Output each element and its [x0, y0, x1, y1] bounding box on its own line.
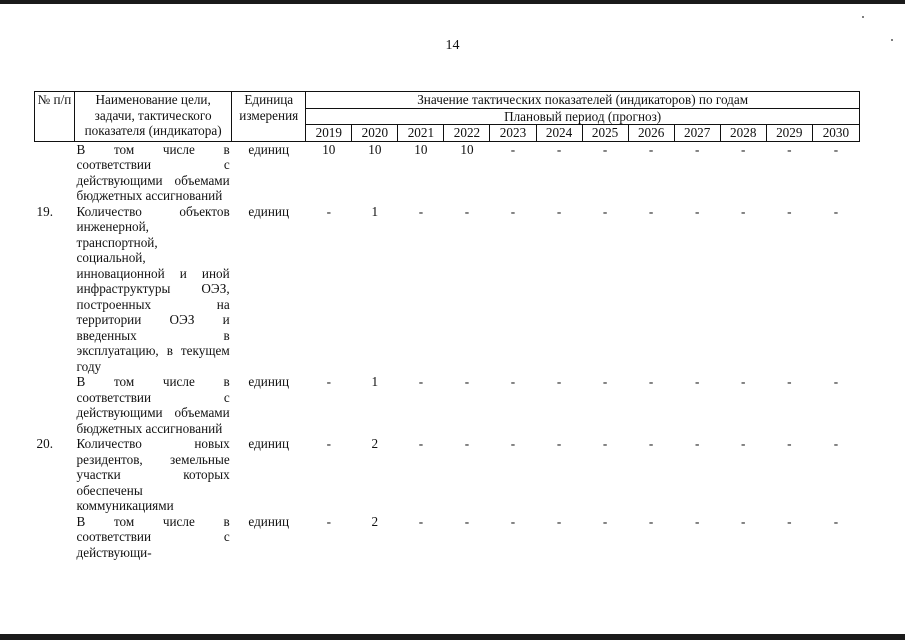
row-number [35, 141, 75, 204]
row-value: - [326, 513, 331, 529]
row-value: - [556, 436, 562, 451]
row-value: - [602, 436, 608, 451]
row-unit: единиц [248, 436, 290, 451]
row-number [35, 514, 75, 561]
row-value: - [418, 203, 424, 219]
header-year: 2021 [398, 125, 444, 142]
scan-edge-bottom [0, 634, 905, 640]
header-year: 2020 [352, 125, 398, 142]
row-unit: единиц [248, 203, 290, 219]
row-value: - [464, 203, 470, 219]
row-value: - [833, 141, 839, 157]
row-number: 20. [36, 436, 53, 451]
row-unit: единиц [248, 374, 290, 389]
header-year: 2026 [628, 125, 674, 142]
header-year: 2022 [444, 125, 490, 142]
row-value: - [741, 374, 746, 389]
row-value: - [556, 141, 562, 157]
row-value: - [556, 203, 562, 219]
header-year: 2027 [674, 125, 720, 142]
row-value: - [326, 436, 331, 451]
row-number: 19. [36, 203, 53, 219]
row-value: - [833, 513, 839, 529]
row-value: - [833, 436, 839, 451]
row-value: - [787, 374, 792, 389]
header-year: 2028 [720, 125, 766, 142]
row-value: - [510, 203, 516, 219]
page-number: 14 [445, 38, 460, 53]
indicators-table [34, 91, 860, 560]
row-name: Количество объектов инженерной, транспортной, социальной, инновационной и иной инфраструктуры ОЭЗ, построенных на территории ОЭЗ и введенных в эксплуатацию, в текущем году [76, 203, 230, 374]
row-unit: единиц [248, 141, 290, 157]
header-year: 2024 [536, 125, 582, 142]
header-year: 2029 [766, 125, 812, 142]
row-value: - [648, 203, 654, 219]
row-name: В том числе в соответствии с действующими объемами бюджетных ассигнований [76, 374, 230, 436]
row-value: - [602, 513, 608, 529]
row-value: - [418, 436, 424, 451]
row-value: - [602, 374, 608, 389]
row-number [35, 374, 75, 436]
table-row [35, 436, 860, 514]
row-value: - [648, 513, 654, 529]
row-value: - [418, 374, 424, 389]
row-value: - [326, 203, 331, 219]
row-value: - [648, 436, 654, 451]
table-row [35, 514, 860, 561]
row-value: - [694, 374, 700, 389]
row-value: - [602, 141, 608, 157]
row-value: - [833, 374, 839, 389]
row-unit: единиц [248, 513, 290, 529]
row-value: 1 [371, 203, 379, 219]
row-value: - [464, 374, 470, 389]
row-value: - [510, 141, 516, 157]
row-value: - [787, 203, 792, 219]
row-value: - [510, 374, 516, 389]
row-value: - [694, 436, 700, 451]
table-row [35, 374, 860, 436]
row-value: 2 [371, 436, 379, 451]
row-value: - [602, 203, 608, 219]
row-value: - [833, 203, 839, 219]
row-value: - [510, 436, 516, 451]
row-value: - [694, 203, 700, 219]
row-value: 10 [460, 141, 474, 157]
row-value: 2 [371, 513, 379, 529]
row-value: 10 [322, 141, 336, 157]
header-name: Наименование цели, задачи, тактического показателя (индикатора) [75, 92, 232, 142]
row-value: - [787, 436, 792, 451]
table-row [35, 204, 860, 375]
row-value: - [418, 513, 424, 529]
row-value: 10 [368, 141, 382, 157]
row-value: - [694, 513, 700, 529]
header-year: 2030 [812, 125, 859, 142]
table-body [35, 141, 860, 560]
row-value: - [787, 513, 792, 529]
row-value: - [464, 513, 470, 529]
row-value: - [741, 436, 746, 451]
row-value: - [694, 141, 700, 157]
row-value: - [510, 513, 516, 529]
header-year: 2025 [582, 125, 628, 142]
row-value: 10 [414, 141, 428, 157]
row-name: В том числе в соответствии с действующими объемами бюджетных ассигнований [76, 141, 230, 203]
header-period: Плановый период (прогноз) [306, 108, 860, 125]
row-value: - [464, 436, 470, 451]
row-name: Количество новых резидентов, земельные участки которых обеспечены коммуникациями [76, 436, 230, 513]
row-value: - [556, 513, 562, 529]
scan-edge-top [0, 0, 905, 4]
row-value: - [648, 141, 654, 157]
row-value: - [556, 374, 562, 389]
table-header [35, 92, 860, 142]
row-name: В том числе в соответствии с действующи- [76, 513, 230, 560]
row-value: - [787, 141, 792, 157]
row-value: - [741, 513, 746, 529]
header-unit: Единица измерения [232, 92, 306, 142]
row-value: - [741, 203, 746, 219]
row-value: - [326, 374, 331, 389]
header-year: 2023 [490, 125, 536, 142]
scan-speck [862, 16, 864, 18]
header-num: № п/п [35, 92, 75, 142]
header-values-group: Значение тактических показателей (индикаторов) по годам [306, 92, 860, 109]
row-value: 1 [371, 374, 379, 389]
row-value: - [648, 374, 654, 389]
header-year: 2019 [306, 125, 352, 142]
row-value: - [741, 141, 746, 157]
table-row [35, 141, 860, 204]
